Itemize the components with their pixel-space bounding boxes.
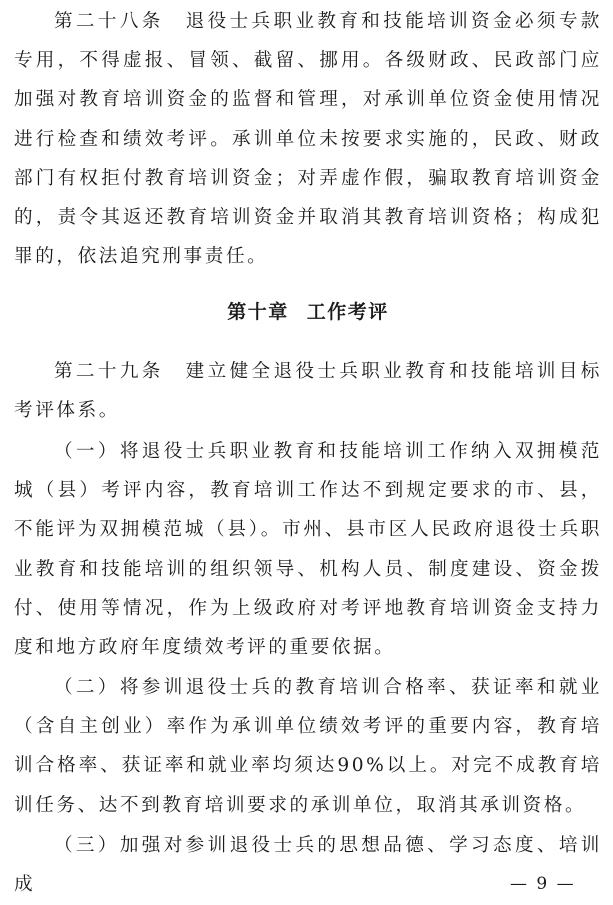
item-2-paragraph: （二）将参训退役士兵的教育培训合格率、获证率和就业（含自主创业）率作为承训单位绩效考评的重要内容，教育培训合格率、获证率和就业率均须达90%以上。对完不成教育培训任务、达不到教育培训要求的承训单位，取消其承训资格。: [14, 677, 602, 816]
article-28-paragraph: 第二十八条 退役士兵职业教育和技能培训资金必须专款专用，不得虚报、冒领、截留、挪用。各级财政、民政部门应加强对教育培训资金的监督和管理，对承训单位资金使用情况进行检查和绩效考评。承训单位未按要求实施的，民政、财政部门有权拒付教育培训资金；对弄虚作假，骗取教育培训资金的，责令其返还教育培训资金并取消其教育培训资格；构成犯罪的，依法追究刑事责任。: [14, 11, 602, 268]
document-page: [14, 0, 602, 905]
item-3-paragraph: （三）加强对参训退役士兵的思想品德、学习态度、培训成: [14, 835, 602, 896]
page-number: — 9 —: [510, 874, 576, 894]
chapter-title: 工作考评: [306, 301, 389, 323]
chapter-heading: [14, 292, 602, 332]
article-29-paragraph: 第二十九条 建立健全退役士兵职业教育和技能培训目标考评体系。: [14, 361, 602, 422]
item-1-paragraph: （一）将退役士兵职业教育和技能培训工作纳入双拥模范城（县）考评内容，教育培训工作达不到规定要求的市、县，不能评为双拥模范城（县）。市州、县市区人民政府退役士兵职业教育和技能培训的组织领导、机构人员、制度建设、资金拨付、使用等情况，作为上级政府对考评地教育培训资金支持力度和地方政府年度绩效考评的重要依据。: [14, 441, 602, 659]
chapter-number: 第十章: [227, 301, 289, 323]
